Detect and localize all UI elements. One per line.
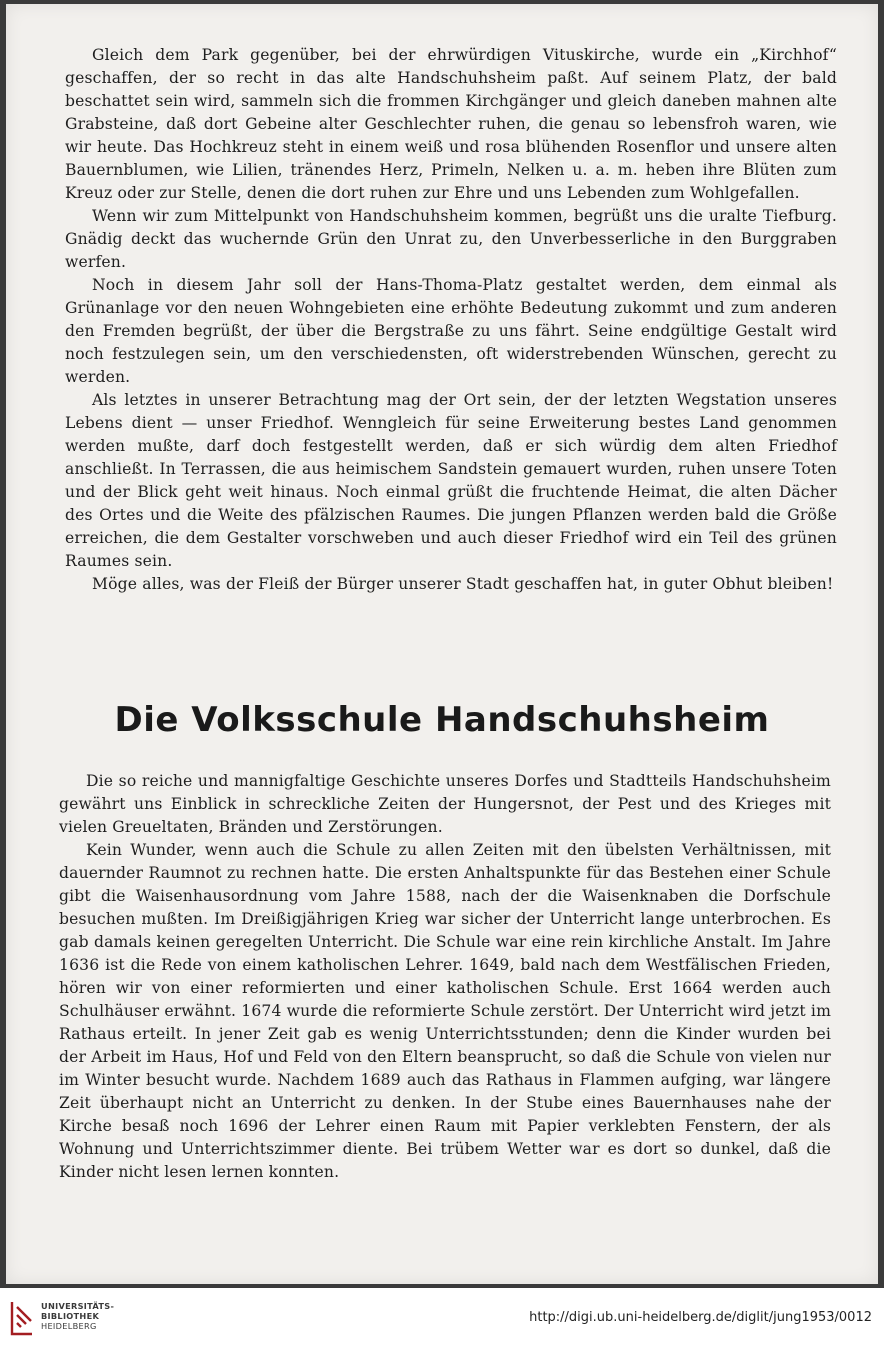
university-library-logo-icon xyxy=(9,1298,35,1338)
library-name: UNIVERSITÄTS- BIBLIOTHEK HEIDELBERG xyxy=(41,1301,115,1331)
footer-bar xyxy=(0,1288,884,1350)
lower-text-block xyxy=(59,770,831,1184)
paragraph: Noch in diesem Jahr soll der Hans-Thoma-Platz gestaltet werden, dem einmal als Grünanlage vor den neuen Wohngebieten eine erhöhte Bedeutung zukommt und zum anderen den Fremden begrüßt, der über die Bergstraße zu uns fährt. Seine endgültige Gestalt wird noch festzulegen sein, um den verschiedensten, oft widerstrebenden Wünschen, gerecht zu werden. xyxy=(65,276,837,386)
paragraph: Die so reiche und mannigfaltige Geschichte unseres Dorfes und Stadtteils Handschuhsheim gewährt uns Einblick in schreckliche Zeiten der Hungersnot, der Pest und des Krieges mit vielen Greueltaten, Bränden und Zerstörungen. xyxy=(59,772,831,836)
section-heading: Die Volksschule Handschuhsheim xyxy=(114,700,770,740)
paragraph: Möge alles, was der Fleiß der Bürger unserer Stadt geschaffen hat, in guter Obhut bleiben! xyxy=(92,575,834,593)
paragraph: Kein Wunder, wenn auch die Schule zu allen Zeiten mit den übelsten Verhältnissen, mit dauernder Raumnot zu rechnen hatte. Die ersten Anhaltspunkte für das Bestehen einer Schule gibt die Waisenhausordnung vom Jahre 1588, nach der die Waisenknaben die Dorfschule besuchen mußten. Im Dreißigjährigen Krieg war sicher der Unterricht lange unterbrochen. Es gab damals keinen geregelten Unterricht. Die Schule war eine rein kirchliche Anstalt. Im Jahre 1636 ist die Rede von einem katholischen Lehrer. 1649, bald nach dem Westfälischen Frieden, hören wir von einer reformierten und einer katholischen Schule. Erst 1664 werden auch Schulhäuser erwähnt. 1674 wurde die reformierte Schule zerstört. Der Unterricht wird jetzt im Rathaus erteilt. In jener Zeit gab es wenig Unterrichtsstunden; denn die Kinder wurden bei der Arbeit im Haus, Hof und Feld von den Eltern beansprucht, so daß die Schule von vielen nur im Winter besucht wurde. Nachdem 1689 auch das Rathaus in Flammen aufging, war längere Zeit überhaupt nicht an Unterricht zu denken. In der Stube eines Bauernhauses nahe der Kirche besaß noch 1696 der Lehrer einen Raum mit Papier verklebten Fenstern, der als Wohnung und Unterrichtszimmer diente. Bei trübem Wetter war es dort so dunkel, daß die Kinder nicht lesen lernen konnten. xyxy=(59,841,831,1181)
paragraph: Wenn wir zum Mittelpunkt von Handschuhsheim kommen, begrüßt uns die uralte Tiefburg. Gnädig deckt das wuchernde Grün den Unrat zu, den Unverbesserliche in den Burggraben werfen. xyxy=(65,207,837,271)
paragraph: Als letztes in unserer Betrachtung mag der Ort sein, der der letzten Wegstation unseres Lebens dient — unser Friedhof. Wenngleich für seine Erweiterung bestes Land genommen werden mußte, darf doch festgestellt werden, daß er sich würdig dem alten Friedhof anschließt. In Terrassen, die aus heimischem Sandstein gemauert wurden, ruhen unsere Toten und der Blick geht weit hinaus. Noch einmal grüßt die fruchtende Heimat, die alten Dächer des Ortes und die Weite des pfälzischen Raumes. Die jungen Pflanzen werden bald die Größe erreichen, die dem Gestalter vorschweben und auch dieser Friedhof wird ein Teil des grünen Raumes sein. xyxy=(65,391,837,570)
upper-text-block xyxy=(65,44,837,596)
paragraph: Gleich dem Park gegenüber, bei der ehrwürdigen Vituskirche, wurde ein „Kirchhof“ geschaffen, der so recht in das alte Handschuhsheim paßt. Auf seinem Platz, der bald beschattet sein wird, sammeln sich die frommen Kirchgänger und gleich daneben mahnen alte Grabsteine, daß dort Gebeine alter Geschlechter ruhen, die genau so lebensfroh waren, wie wir heute. Das Hochkreuz steht in einem weiß und rosa blühenden Rosenflor und unsere alten Bauernblumen, wie Lilien, tränendes Herz, Primeln, Nelken u. a. m. heben ihre Blüten zum Kreuz oder zur Stelle, denen die dort ruhen zur Ehre und uns Lebenden zum Wohlgefallen. xyxy=(65,46,837,202)
source-url-link[interactable]: http://digi.ub.uni-heidelberg.de/diglit/jung1953/0012 xyxy=(529,1310,872,1325)
